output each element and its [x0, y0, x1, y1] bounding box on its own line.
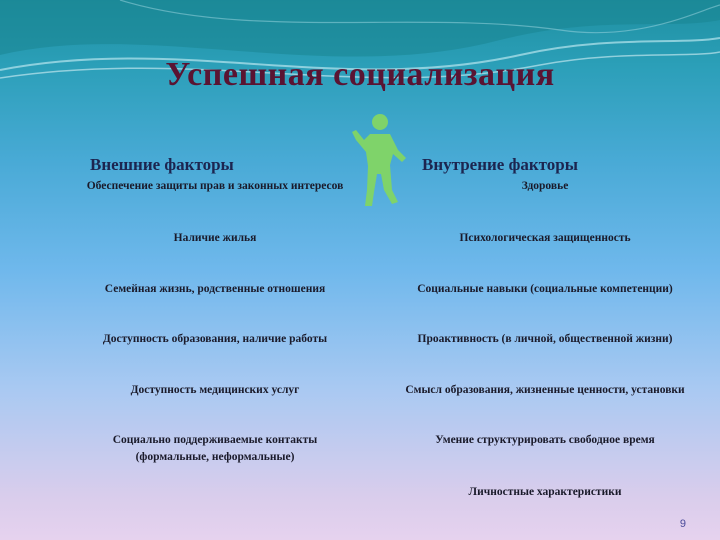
external-factor-item: Доступность образования, наличие работы — [102, 333, 328, 345]
external-factor-item: Доступность медицинских услуг — [130, 384, 300, 396]
external-factor-item: Наличие жилья — [173, 232, 257, 244]
slide-title: Успешная социализация — [165, 56, 555, 93]
person-figure-icon — [348, 110, 410, 210]
page-number: 9 — [679, 518, 686, 530]
external-factor-item: Обеспечение защиты прав и законных интересов — [86, 180, 344, 192]
external-factor-item: Семейная жизнь, родственные отношения — [104, 283, 326, 295]
internal-factor-item: Личностные характеристики — [468, 486, 622, 498]
internal-factor-item: Социальные навыки (социальные компетенции) — [417, 283, 673, 295]
internal-factor-item: Умение структурировать свободное время — [435, 434, 655, 446]
external-factor-item: Социально поддерживаемые контакты (формальные, неформальные) — [112, 434, 318, 463]
internal-factors-heading: Внутрение факторы — [422, 155, 578, 174]
external-factors-heading: Внешние факторы — [90, 155, 234, 174]
internal-factor-item: Психологическая защищенность — [459, 232, 631, 244]
internal-factor-item: Проактивность (в личной, общественной жизни) — [417, 333, 673, 345]
internal-factor-item: Здоровье — [521, 180, 569, 192]
internal-factor-item: Смысл образования, жизненные ценности, установки — [405, 384, 685, 396]
